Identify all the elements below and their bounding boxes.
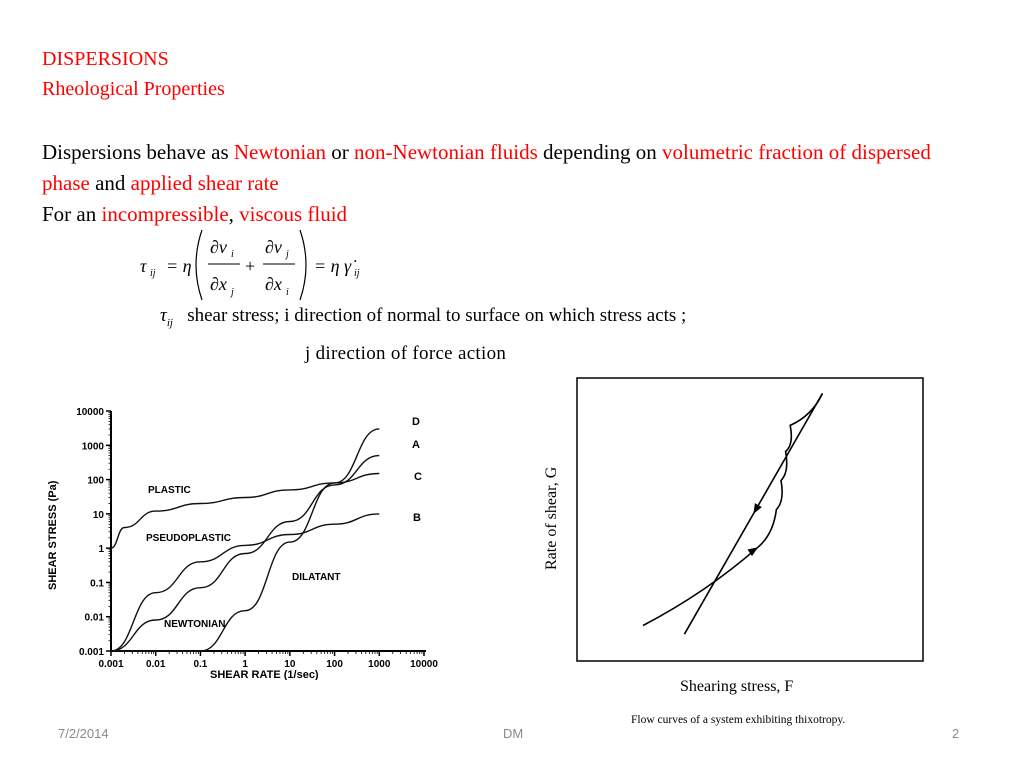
- highlight-volumetric-fraction: volumetric fraction of dispersed phase: [42, 140, 931, 195]
- eq-dvj: ∂v: [265, 237, 282, 257]
- text-run: ,: [228, 202, 240, 226]
- eq-gamma-dot: γ̇: [344, 256, 352, 276]
- paragraph-dispersions: [42, 137, 942, 199]
- slide-title: DISPERSIONS: [42, 48, 169, 70]
- x-tick-label: 0.1: [193, 659, 208, 670]
- eq-dvi-sub: i: [231, 249, 234, 260]
- curve-label-plastic: PLASTIC: [148, 485, 191, 496]
- text-run: and: [89, 171, 131, 195]
- footer-date: 7/2/2014: [58, 726, 109, 741]
- right-chart-caption: Flow curves of a system exhibiting thixotropy.: [631, 714, 846, 726]
- eq-dxi: ∂x: [265, 274, 282, 294]
- body-text: [42, 137, 942, 230]
- eq-tau: τ: [140, 256, 147, 276]
- y-tick-label: 10000: [76, 407, 104, 418]
- x-tick-label: 10: [284, 659, 296, 670]
- highlight-viscous-fluid: viscous fluid: [239, 202, 348, 226]
- x-tick-label: 10000: [410, 659, 438, 670]
- right-chart-curves: [643, 394, 822, 635]
- x-tick-label: 1: [242, 659, 248, 670]
- rheology-log-chart: [30, 400, 480, 680]
- footer-center-text: DM: [503, 726, 524, 741]
- tau-definition-text: shear stress; i direction of normal to surface on which stress acts ;: [187, 305, 687, 326]
- curve-label-dilatant: DILATANT: [292, 572, 341, 583]
- left-y-axis-label: SHEAR STRESS (Pa): [47, 480, 59, 590]
- tau-symbol: τ: [160, 305, 167, 326]
- eq-equals-eta: = η: [166, 256, 192, 276]
- upcurve: [643, 394, 822, 626]
- end-label-b: B: [413, 512, 421, 524]
- text-run: For an: [42, 202, 102, 226]
- curve-label-pseudoplastic: PSEUDOPLASTIC: [146, 533, 232, 544]
- y-tick-label: 10: [92, 509, 104, 521]
- y-tick-label: 1: [98, 544, 104, 556]
- end-label-a: A: [412, 439, 420, 451]
- x-tick-label: 0.001: [98, 659, 124, 670]
- eq-equals-eta-2: = η: [314, 256, 340, 276]
- eq-plus: +: [245, 256, 256, 276]
- eq-dxj-sub: j: [231, 287, 234, 298]
- eq-dxi-sub: i: [286, 287, 289, 298]
- down-arrow-head: [750, 503, 762, 516]
- left-paren: [196, 230, 202, 300]
- tau-subscript: ij: [166, 316, 173, 329]
- thixotropy-chart: [520, 365, 930, 730]
- highlight-shear-rate: applied shear rate: [130, 171, 279, 195]
- highlight-non-newtonian: non-Newtonian fluids: [354, 140, 538, 164]
- page-number: 2: [952, 726, 960, 741]
- tau-definition: [160, 305, 686, 329]
- text-run: or: [326, 140, 355, 164]
- right-y-axis-label: Rate of shear, G: [543, 466, 560, 570]
- end-label-c: C: [414, 471, 422, 483]
- text-run: Dispersions behave as: [42, 140, 234, 164]
- y-tick-label: 0.001: [78, 647, 104, 658]
- x-tick-label: 1000: [368, 659, 391, 670]
- curve-label-newtonian: NEWTONIAN: [164, 619, 226, 630]
- y-tick-label: 0.1: [90, 578, 104, 590]
- j-definition: j direction of force action: [305, 343, 507, 364]
- highlight-incompressible: incompressible: [101, 202, 229, 226]
- down-arrow: [750, 503, 762, 516]
- left-x-axis-label: SHEAR RATE (1/sec): [210, 669, 319, 680]
- x-tick-label: 0.01: [145, 659, 166, 670]
- right-paren: [300, 230, 306, 300]
- eq-gamma-sub: ij: [354, 268, 360, 279]
- eq-dvj-sub: j: [286, 249, 289, 260]
- slide-header: [42, 44, 225, 104]
- highlight-newtonian: Newtonian: [233, 140, 327, 164]
- y-tick-label: 1000: [81, 441, 104, 453]
- y-tick-label: 0.01: [84, 612, 104, 624]
- eq-dvi: ∂v: [210, 237, 227, 257]
- stress-equation: [130, 220, 410, 310]
- end-label-d: D: [412, 416, 420, 428]
- x-tick-label: 100: [326, 659, 343, 670]
- eq-dxj: ∂x: [210, 274, 227, 294]
- right-x-axis-label: Shearing stress, F: [680, 678, 794, 695]
- eq-tau-sub: ij: [150, 268, 156, 279]
- slide-subtitle: Rheological Properties: [42, 78, 225, 100]
- y-tick-label: 100: [87, 475, 104, 487]
- text-run: depending on: [537, 140, 662, 164]
